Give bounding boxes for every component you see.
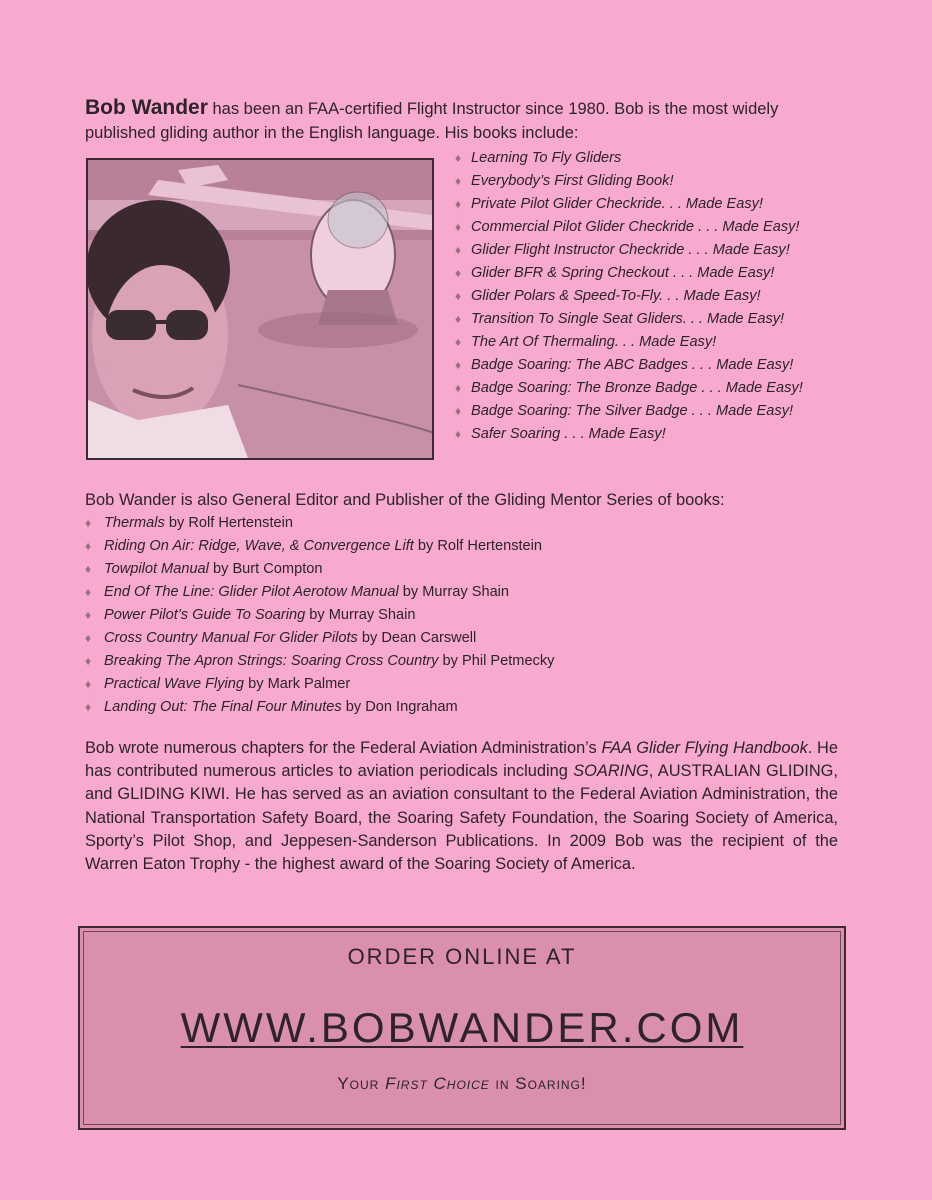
book-title: Glider BFR & Spring Checkout . . . Made Easy! xyxy=(471,265,775,281)
author-name: Bob Wander xyxy=(85,96,208,119)
intro-paragraph xyxy=(85,96,840,145)
mentor-book-title: End Of The Line: Glider Pilot Aerotow Manual xyxy=(104,584,399,600)
website-link[interactable]: WWW.BOBWANDER.COM xyxy=(180,1004,744,1051)
mentor-book-item xyxy=(85,558,554,581)
diamond-bullet-icon: ♦ xyxy=(85,585,92,599)
book-title: Commercial Pilot Glider Checkride . . . Made Easy! xyxy=(471,219,800,235)
diamond-bullet-icon: ♦ xyxy=(85,631,92,645)
mentor-series-intro: Bob Wander is also General Editor and Publisher of the Gliding Mentor Series of books: xyxy=(85,491,725,509)
mentor-book-title: Breaking The Apron Strings: Soaring Cross Country xyxy=(104,653,439,669)
book-item xyxy=(455,239,803,262)
bio-text-1: Bob wrote numerous chapters for the Federal Aviation Administration’s xyxy=(85,739,602,757)
diamond-bullet-icon: ♦ xyxy=(455,174,462,188)
book-item xyxy=(455,331,803,354)
book-title: Everybody’s First Gliding Book! xyxy=(471,173,674,189)
book-item xyxy=(455,262,803,285)
book-item xyxy=(455,285,803,308)
book-title: Safer Soaring . . . Made Easy! xyxy=(471,426,666,442)
tagline-part-c: in Soaring! xyxy=(489,1074,587,1093)
order-online-box xyxy=(78,926,846,1130)
mentor-book-item xyxy=(85,627,554,650)
mentor-book-title: Towpilot Manual xyxy=(104,561,209,577)
mentor-book-author: by Don Ingraham xyxy=(341,699,458,715)
book-item xyxy=(455,170,803,193)
diamond-bullet-icon: ♦ xyxy=(85,654,92,668)
diamond-bullet-icon: ♦ xyxy=(455,427,462,441)
mentor-book-title: Practical Wave Flying xyxy=(104,676,245,692)
mentor-book-title: Cross Country Manual For Glider Pilots xyxy=(104,630,358,646)
mentor-book-author: by Rolf Hertenstein xyxy=(164,515,293,531)
book-title: Transition To Single Seat Gliders. . . Made Easy! xyxy=(471,311,785,327)
intro-text: has been an FAA-certified Flight Instructor since 1980. Bob is the most widely published gliding author in the English language. His books include: xyxy=(85,100,779,142)
book-title: The Art Of Thermaling. . . Made Easy! xyxy=(471,334,717,350)
glider-pilot-photo-icon xyxy=(88,160,432,458)
book-item xyxy=(455,377,803,400)
mentor-book-item xyxy=(85,650,554,673)
mentor-book-item xyxy=(85,696,554,719)
diamond-bullet-icon: ♦ xyxy=(85,700,92,714)
mentor-book-title: Thermals xyxy=(104,515,165,531)
bio-text-3: , AUSTRALIAN GLIDING, and GLIDING KIWI. He has served as an aviation consultant to the Federal Aviation Administration, the National Transportation Safety Board, the Soaring Safety Foundation, the Soaring Society of America, Sporty’s Pilot Shop, and Jeppesen-Sanderson Publications. In 2009 Bob was the recipient of the Warren Eaton Trophy - the highest award of the Soaring Society of America. xyxy=(85,762,838,874)
bio-text-2: . He has contributed numerous articles to aviation periodicals including xyxy=(85,739,838,781)
book-title: Badge Soaring: The ABC Badges . . . Made Easy! xyxy=(471,357,794,373)
mentor-book-item xyxy=(85,581,554,604)
mentor-book-author: by Phil Petmecky xyxy=(438,653,555,669)
diamond-bullet-icon: ♦ xyxy=(85,516,92,530)
book-item xyxy=(455,423,803,446)
book-item xyxy=(455,308,803,331)
book-item xyxy=(455,400,803,423)
diamond-bullet-icon: ♦ xyxy=(455,266,462,280)
mentor-book-author: by Burt Compton xyxy=(208,561,323,577)
tagline-part-a: Your xyxy=(337,1074,386,1093)
diamond-bullet-icon: ♦ xyxy=(85,608,92,622)
book-title: Glider Flight Instructor Checkride . . . Made Easy! xyxy=(471,242,790,258)
diamond-bullet-icon: ♦ xyxy=(455,151,462,165)
diamond-bullet-icon: ♦ xyxy=(85,677,92,691)
diamond-bullet-icon: ♦ xyxy=(455,243,462,257)
book-item xyxy=(455,147,803,170)
mentor-book-author: by Rolf Hertenstein xyxy=(413,538,543,554)
diamond-bullet-icon: ♦ xyxy=(455,197,462,211)
mentor-book-item xyxy=(85,535,554,558)
diamond-bullet-icon: ♦ xyxy=(455,381,462,395)
diamond-bullet-icon: ♦ xyxy=(455,404,462,418)
book-title: Badge Soaring: The Silver Badge . . . Made Easy! xyxy=(471,403,794,419)
book-item xyxy=(455,193,803,216)
book-title: Private Pilot Glider Checkride. . . Made Easy! xyxy=(471,196,763,212)
diamond-bullet-icon: ♦ xyxy=(455,289,462,303)
tagline xyxy=(80,1074,844,1094)
book-item xyxy=(455,354,803,377)
diamond-bullet-icon: ♦ xyxy=(455,220,462,234)
mentor-book-item xyxy=(85,604,554,627)
mentor-book-title: Power Pilot’s Guide To Soaring xyxy=(104,607,306,623)
mentor-series-list xyxy=(85,512,554,719)
bio-book-title: FAA Glider Flying Handbook xyxy=(601,739,808,757)
author-photo xyxy=(86,158,434,460)
bio-magazine: SOARING xyxy=(573,762,649,781)
mentor-book-author: by Dean Carswell xyxy=(357,630,477,646)
book-title: Learning To Fly Gliders xyxy=(471,150,622,166)
diamond-bullet-icon: ♦ xyxy=(85,539,92,553)
diamond-bullet-icon: ♦ xyxy=(455,335,462,349)
book-item xyxy=(455,216,803,239)
mentor-book-author: by Murray Shain xyxy=(398,584,510,600)
order-heading: ORDER ONLINE AT xyxy=(347,944,577,969)
mentor-book-author: by Murray Shain xyxy=(305,607,416,623)
diamond-bullet-icon: ♦ xyxy=(85,562,92,576)
mentor-book-title: Landing Out: The Final Four Minutes xyxy=(104,699,342,715)
mentor-book-author: by Mark Palmer xyxy=(244,676,351,692)
mentor-book-item xyxy=(85,512,554,535)
book-title: Badge Soaring: The Bronze Badge . . . Made Easy! xyxy=(471,380,803,396)
diamond-bullet-icon: ♦ xyxy=(455,358,462,372)
book-title: Glider Polars & Speed-To-Fly. . . Made Easy! xyxy=(471,288,761,304)
tagline-emphasis: First Choice xyxy=(385,1074,490,1093)
biography-paragraph xyxy=(85,737,838,876)
mentor-book-item xyxy=(85,673,554,696)
mentor-book-title: Riding On Air: Ridge, Wave, & Convergence Lift xyxy=(104,538,414,554)
diamond-bullet-icon: ♦ xyxy=(455,312,462,326)
book-list xyxy=(455,147,803,446)
